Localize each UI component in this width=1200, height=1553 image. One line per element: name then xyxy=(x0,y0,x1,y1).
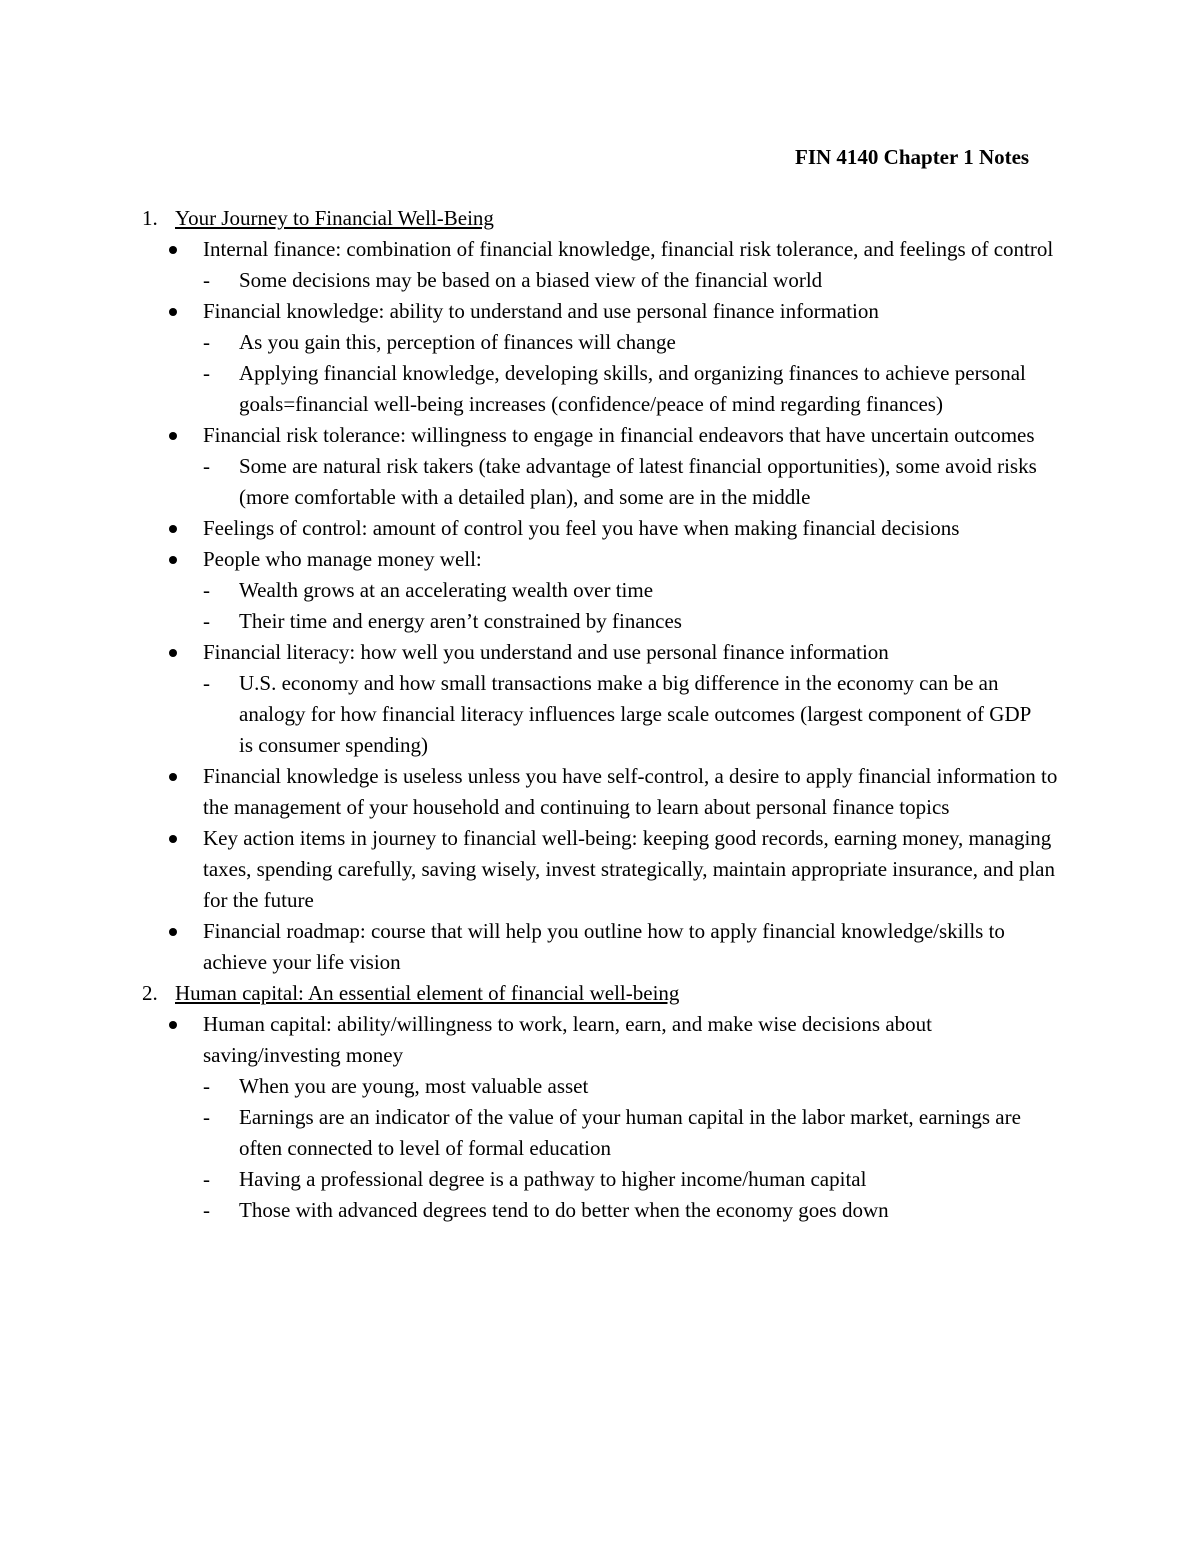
sub-item xyxy=(0,451,1039,513)
sub-item xyxy=(0,606,1039,637)
bullet-dot-icon xyxy=(169,649,177,657)
bullet-item xyxy=(0,420,1063,451)
section-title: Human capital: An essential element of financial well-being xyxy=(175,981,680,1005)
bullet-item xyxy=(0,761,1063,823)
bullet-dot-icon xyxy=(169,1021,177,1029)
sub-item xyxy=(0,575,1039,606)
section-heading xyxy=(0,203,1200,234)
sub-item-text: Some are natural risk takers (take advantage of latest financial opportunities), some avoid risks (more comfortable with a detailed plan), and some are in the middle xyxy=(239,454,1037,509)
sub-item xyxy=(0,1071,1039,1102)
dash-icon: - xyxy=(203,268,210,292)
bullet-dot-icon xyxy=(169,308,177,316)
bullet-dot-icon xyxy=(169,773,177,781)
sub-item xyxy=(0,358,1039,420)
sub-item xyxy=(0,265,1039,296)
sub-item-text: Those with advanced degrees tend to do better when the economy goes down xyxy=(239,1198,889,1222)
sub-item-text: Having a professional degree is a pathway to higher income/human capital xyxy=(239,1167,867,1191)
bullet-item xyxy=(0,513,1063,544)
bullet-text: Financial knowledge is useless unless you have self-control, a desire to apply financial information to the management of your household and continuing to learn about personal finance topics xyxy=(203,764,1058,819)
dash-icon: - xyxy=(203,454,210,478)
bullet-item xyxy=(0,1009,1063,1071)
dash-icon: - xyxy=(203,1198,210,1222)
dash-icon: - xyxy=(203,1167,210,1191)
bullet-dot-icon xyxy=(169,835,177,843)
sub-item xyxy=(0,327,1039,358)
bullet-text: Financial literacy: how well you understand and use personal finance information xyxy=(203,640,889,664)
section-heading xyxy=(0,978,1200,1009)
bullet-dot-icon xyxy=(169,246,177,254)
bullet-item xyxy=(0,544,1063,575)
bullet-text: Financial roadmap: course that will help you outline how to apply financial knowledge/skills to achieve your life vision xyxy=(203,919,1005,974)
document-body xyxy=(0,203,1200,1226)
dash-icon: - xyxy=(203,330,210,354)
bullet-text: People who manage money well: xyxy=(203,547,482,571)
dash-icon: - xyxy=(203,578,210,602)
dash-icon: - xyxy=(203,609,210,633)
bullet-item xyxy=(0,296,1063,327)
sub-item xyxy=(0,668,1039,761)
sub-item-text: Their time and energy aren’t constrained by finances xyxy=(239,609,682,633)
dash-icon: - xyxy=(203,361,210,385)
bullet-text: Human capital: ability/willingness to work, learn, earn, and make wise decisions about saving/investing money xyxy=(203,1012,932,1067)
bullet-text: Financial knowledge: ability to understand and use personal finance information xyxy=(203,299,879,323)
sub-item-text: When you are young, most valuable asset xyxy=(239,1074,589,1098)
bullet-text: Financial risk tolerance: willingness to engage in financial endeavors that have uncertain outcomes xyxy=(203,423,1035,447)
bullet-item xyxy=(0,916,1063,978)
bullet-item xyxy=(0,234,1063,265)
sub-item xyxy=(0,1102,1039,1164)
sub-item-text: Wealth grows at an accelerating wealth over time xyxy=(239,578,654,602)
outline-section xyxy=(0,203,1200,978)
sub-item-text: Earnings are an indicator of the value of your human capital in the labor market, earnings are often connected to level of formal education xyxy=(239,1105,1021,1160)
sub-item xyxy=(0,1195,1039,1226)
outline-section xyxy=(0,978,1200,1226)
bullet-text: Internal finance: combination of financial knowledge, financial risk tolerance, and feelings of control xyxy=(203,237,1054,261)
dash-icon: - xyxy=(203,671,210,695)
sub-item xyxy=(0,1164,1039,1195)
sub-item-text: Some decisions may be based on a biased view of the financial world xyxy=(239,268,823,292)
bullet-text: Feelings of control: amount of control you feel you have when making financial decisions xyxy=(203,516,960,540)
sub-item-text: As you gain this, perception of finances will change xyxy=(239,330,676,354)
bullet-dot-icon xyxy=(169,432,177,440)
dash-icon: - xyxy=(203,1074,210,1098)
dash-icon: - xyxy=(203,1105,210,1129)
bullet-item xyxy=(0,637,1063,668)
bullet-dot-icon xyxy=(169,525,177,533)
bullet-dot-icon xyxy=(169,556,177,564)
section-title: Your Journey to Financial Well-Being xyxy=(175,206,494,230)
section-number: 1. xyxy=(142,206,158,230)
bullet-item xyxy=(0,823,1063,916)
bullet-dot-icon xyxy=(169,928,177,936)
section-number: 2. xyxy=(142,981,158,1005)
page-title: FIN 4140 Chapter 1 Notes xyxy=(795,145,1030,169)
sub-item-text: Applying financial knowledge, developing skills, and organizing finances to achieve personal goals=financial well-being increases (confidence/peace of mind regarding finances) xyxy=(239,361,1026,416)
sub-item-text: U.S. economy and how small transactions make a big difference in the economy can be an analogy for how financial literacy influences large scale outcomes (largest component of GDP is consumer spending) xyxy=(239,671,1031,757)
bullet-text: Key action items in journey to financial well-being: keeping good records, earning money, managing taxes, spending carefully, saving wisely, invest strategically, maintain appropriate insurance, and plan for the future xyxy=(203,826,1055,912)
